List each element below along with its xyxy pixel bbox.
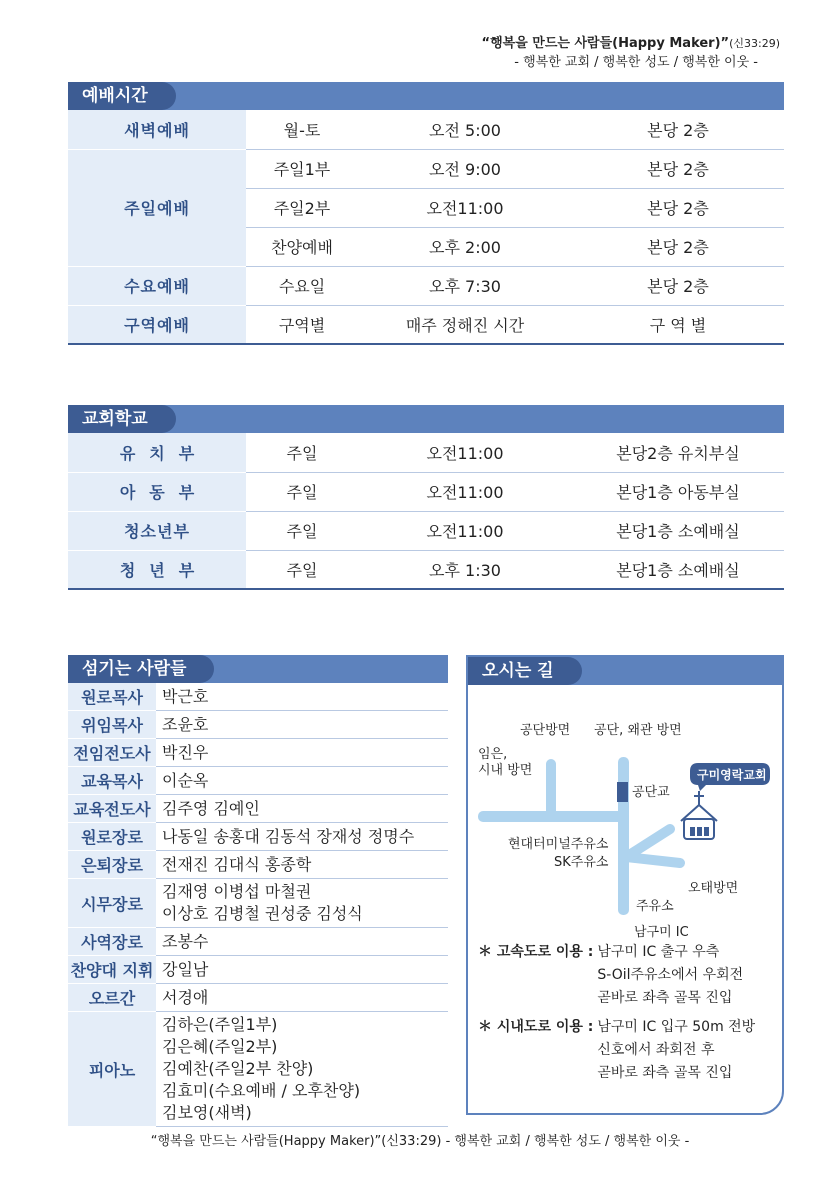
staff-role: 위임목사 [68, 711, 156, 739]
direction-line: 신호에서 좌회전 후 [597, 1042, 715, 1058]
label-gongdan: 공단방면 [520, 723, 571, 738]
time-cell: 오전11:00 [358, 472, 572, 511]
place-cell: 본당 2층 [572, 227, 784, 266]
staff-names [156, 767, 448, 795]
place-cell: 본당 2층 [572, 266, 784, 305]
directions-title: 오시는 길 [468, 657, 582, 685]
direction-highway [478, 941, 778, 1010]
church-icon [681, 791, 717, 839]
staff-name-line: 조봉수 [162, 931, 209, 951]
motto-top [482, 34, 780, 72]
label-terminal: 현대터미널주유소 [508, 837, 609, 852]
label-gongdangyo: 공단교 [632, 785, 670, 800]
staff-names [156, 683, 448, 711]
staff-role: 피아노 [68, 1012, 156, 1127]
staff-title: 섬기는 사람들 [68, 655, 214, 683]
place-cell: 본당 2층 [572, 110, 784, 149]
staff-name-line: 김효미(수요예배 / 오후찬양) [162, 1081, 361, 1100]
table-row [68, 110, 784, 149]
time-cell: 오전 9:00 [358, 149, 572, 188]
staff-table [68, 683, 448, 1127]
directions-text [478, 941, 778, 1091]
directions-section [466, 655, 784, 1115]
category-cell: 수요예배 [68, 266, 246, 305]
table-row [68, 767, 448, 795]
school-header [68, 405, 784, 433]
category-cell: 아동부 [68, 472, 246, 511]
staff-name-line: 이상호 김병철 권성중 김성식 [162, 904, 363, 923]
staff-names [156, 984, 448, 1012]
direction-line: 곧바로 좌측 골목 진입 [597, 990, 733, 1006]
day-cell: 찬양예배 [246, 227, 358, 266]
staff-role: 원로장로 [68, 823, 156, 851]
category-cell: 유치부 [68, 433, 246, 472]
directions-header [468, 657, 782, 685]
staff-name-line: 김재영 이병섭 마철권 [162, 882, 312, 901]
staff-names [156, 1012, 448, 1127]
day-cell: 월-토 [246, 110, 358, 149]
day-cell: 주일 [246, 511, 358, 550]
table-row [68, 433, 784, 472]
motto-footer: “행복을 만드는 사람들(Happy Maker)”(신33:29) - 행복한 교회 / 행복한 성도 / 행복한 이웃 - [150, 1134, 690, 1149]
staff-name-line: 박근호 [162, 686, 209, 706]
staff-role: 교육전도사 [68, 795, 156, 823]
staff-name-line: 김예찬(주일2부 찬양) [162, 1059, 314, 1078]
day-cell: 주일 [286, 560, 318, 580]
staff-role: 오르간 [68, 984, 156, 1012]
staff-names [156, 879, 448, 928]
worship-title: 예배시간 [68, 82, 176, 110]
table-row [68, 1012, 448, 1127]
table-row [68, 511, 784, 550]
staff-name-line: 전재진 김대식 홍종학 [162, 854, 312, 874]
staff-name-line: 김하은(주일1부) [162, 1015, 278, 1034]
staff-header [68, 655, 448, 683]
time-cell: 오전11:00 [358, 433, 572, 472]
day-cell: 주일 [246, 433, 358, 472]
worship-table [68, 110, 784, 345]
place-cell: 본당 2층 [572, 149, 784, 188]
table-row [68, 795, 448, 823]
label-church: 구미영락교회 [697, 768, 767, 782]
staff-name-line: 나동일 송홍대 김동석 장재성 정명수 [162, 826, 415, 846]
table-row [68, 149, 784, 188]
day-cell: 수요일 [246, 266, 358, 305]
place-cell: 본당 2층 [572, 188, 784, 227]
road-map [468, 687, 784, 940]
school-table [68, 433, 784, 590]
category-cell: 청년부 [68, 550, 246, 589]
table-row [68, 472, 784, 511]
staff-name-line: 김은혜(주일2부) [162, 1037, 278, 1056]
staff-names [156, 823, 448, 851]
direction-line: S-Oil주유소에서 우회전 [597, 967, 744, 983]
place-cell: 본당2층 유치부실 [572, 433, 784, 472]
table-row [68, 928, 448, 956]
label-gongdan-waegwan: 공단, 왜관 방면 [594, 723, 682, 738]
label-odae: 오태방면 [688, 881, 739, 896]
category-cell: 구역예배 [68, 305, 246, 344]
table-row [68, 266, 784, 305]
category-cell: 새벽예배 [68, 110, 246, 149]
direction-city-title: ＊ 시내도로 이용 : [478, 1019, 594, 1035]
place-cell: 구 역 별 [649, 315, 707, 335]
staff-role: 시무장로 [68, 879, 156, 928]
direction-line: 곧바로 좌측 골목 진입 [597, 1065, 733, 1081]
table-row [68, 879, 448, 928]
time-cell: 오후 2:00 [358, 227, 572, 266]
staff-name-line: 박진우 [162, 742, 209, 762]
staff-role: 교육목사 [68, 767, 156, 795]
table-row [68, 851, 448, 879]
category-cell: 청소년부 [68, 511, 246, 550]
staff-role: 전임전도사 [68, 739, 156, 767]
staff-section [68, 655, 448, 1127]
day-cell: 주일2부 [246, 188, 358, 227]
staff-role: 원로목사 [68, 683, 156, 711]
category-cell: 주일예배 [68, 149, 246, 266]
table-row [68, 956, 448, 984]
place-cell: 본당1층 아동부실 [572, 472, 784, 511]
table-row [68, 739, 448, 767]
staff-names [156, 739, 448, 767]
time-cell: 오전11:00 [358, 188, 572, 227]
motto-title: “행복을 만드는 사람들(Happy Maker)” [481, 36, 730, 51]
table-row [68, 711, 448, 739]
staff-name-line: 조윤호 [162, 714, 209, 734]
place-cell: 본당1층 소예배실 [616, 560, 740, 580]
staff-names [156, 851, 448, 879]
day-cell: 주일 [246, 472, 358, 511]
place-cell: 본당1층 소예배실 [572, 511, 784, 550]
label-sk: SK주유소 [554, 855, 609, 870]
school-section [68, 405, 784, 590]
time-cell: 오후 7:30 [358, 266, 572, 305]
staff-role: 은퇴장로 [68, 851, 156, 879]
worship-header [68, 82, 784, 110]
motto-ref: (신33:29) [729, 37, 780, 50]
day-cell: 구역별 [278, 315, 326, 335]
direction-line: 남구미 IC 출구 우측 [597, 944, 720, 960]
gongdangyo-marker [617, 782, 628, 802]
staff-names [156, 928, 448, 956]
table-row [68, 550, 784, 589]
staff-name-line: 김주영 김예인 [162, 798, 260, 818]
staff-names [156, 956, 448, 984]
staff-role: 찬양대 지휘 [68, 956, 156, 984]
label-ic: 남구미 IC [634, 925, 689, 940]
table-row [68, 984, 448, 1012]
school-title: 교회학교 [68, 405, 176, 433]
direction-highway-title: ＊ 고속도로 이용 : [478, 944, 594, 960]
time-cell: 오전 5:00 [358, 110, 572, 149]
day-cell: 주일1부 [246, 149, 358, 188]
direction-line: 남구미 IC 입구 50m 전방 [597, 1019, 756, 1035]
label-imeun: 임은, [478, 747, 508, 762]
road-branch [546, 759, 556, 819]
direction-city [478, 1016, 778, 1085]
staff-names [156, 795, 448, 823]
motto-subtitle: - 행복한 교회 / 행복한 성도 / 행복한 이웃 - [514, 55, 758, 70]
time-cell: 매주 정해진 시간 [405, 315, 525, 335]
time-cell: 오후 1:30 [429, 560, 501, 580]
label-city: 시내 방면 [478, 763, 533, 778]
table-row [68, 683, 448, 711]
staff-name-line: 김보영(새벽) [162, 1103, 252, 1122]
road-vertical [618, 757, 629, 915]
time-cell: 오전11:00 [358, 511, 572, 550]
worship-section [68, 82, 784, 345]
staff-names [156, 711, 448, 739]
table-row [68, 305, 784, 344]
road-odae [626, 857, 680, 863]
staff-name-line: 강일남 [162, 959, 209, 979]
table-row [68, 823, 448, 851]
staff-name-line: 이순옥 [162, 770, 209, 790]
staff-name-line: 서경애 [162, 987, 209, 1007]
label-gas: 주유소 [636, 899, 674, 914]
staff-role: 사역장로 [68, 928, 156, 956]
